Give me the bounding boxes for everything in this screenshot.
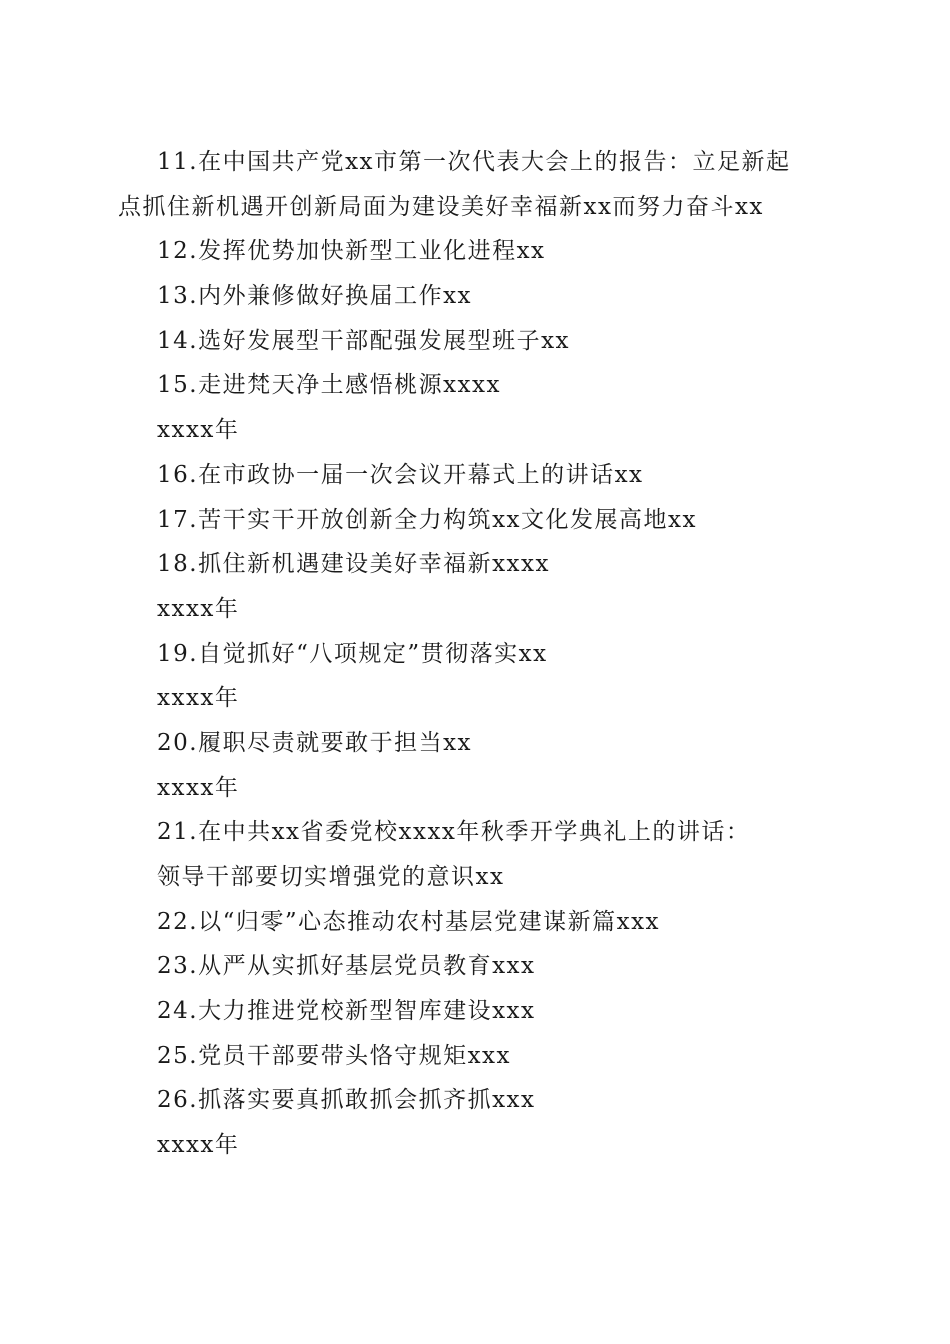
- document-line: 20.履职尽责就要敢于担当xx: [157, 729, 473, 756]
- document-line: 15.走进梵天净土感悟桃源xxxx: [157, 372, 501, 399]
- document-line: 领导干部要切实增强党的意识xx: [157, 864, 505, 890]
- document-line: 13.内外兼修做好换届工作xx: [157, 283, 473, 310]
- document-line: 点抓住新机遇开创新局面为建设美好幸福新xx而努力奋斗xx: [118, 193, 764, 220]
- document-line: 22.以“归零”心态推动农村基层党建谋新篇xxx: [157, 908, 661, 935]
- document-line: 25.党员干部要带头恪守规矩xxx: [157, 1042, 511, 1069]
- document-line: 12.发挥优势加快新型工业化进程xx: [157, 238, 546, 265]
- document-line: 19.自觉抓好“八项规定”贯彻落实xx: [157, 640, 548, 667]
- document-line: xxxx年: [157, 595, 240, 622]
- document-line: 24.大力推进党校新型智库建设xxx: [157, 998, 536, 1025]
- document-line: 23.从严从实抓好基层党员教育xxx: [157, 953, 536, 980]
- document-line: xxxx年: [157, 1132, 240, 1159]
- document-line: 26.抓落实要真抓敢抓会抓齐抓xxx: [157, 1087, 536, 1114]
- document-line: 18.抓住新机遇建设美好幸福新xxxx: [157, 551, 550, 578]
- document-line: 11.在中国共产党xx市第一次代表大会上的报告：立足新起: [157, 149, 791, 175]
- document-line: 21.在中共xx省委党校xxxx年秋季开学典礼上的讲话：: [157, 819, 751, 846]
- document-line: xxxx年: [157, 774, 240, 801]
- document-line: xxxx年: [157, 417, 240, 444]
- document-body: [118, 140, 828, 1168]
- document-line: 16.在市政协一届一次会议开幕式上的讲话xx: [157, 461, 644, 488]
- document-line: xxxx年: [157, 685, 240, 712]
- document-line: 17.苦干实干开放创新全力构筑xx文化发展高地xx: [157, 506, 697, 533]
- document-line: 14.选好发展型干部配强发展型班子xx: [157, 327, 571, 354]
